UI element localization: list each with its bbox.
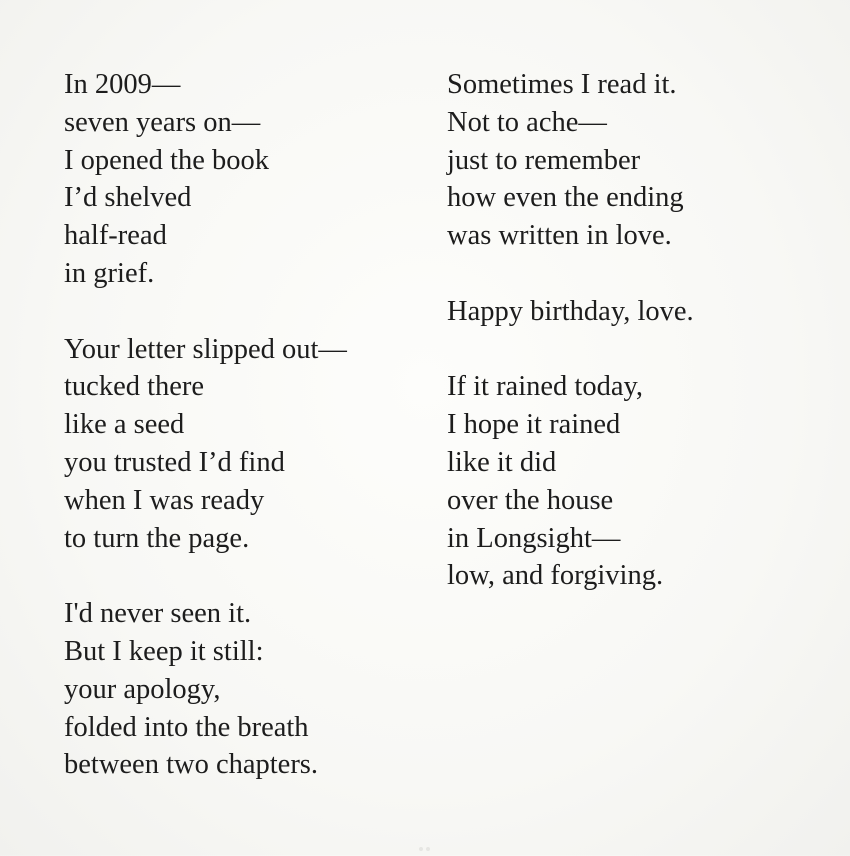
poem-line: seven years on—: [64, 106, 261, 138]
poem-line: over the house: [447, 484, 614, 516]
poem-line: tucked there: [64, 371, 205, 403]
stanza: [447, 368, 827, 595]
poem-line: like it did: [447, 446, 557, 478]
poem-right-column: [447, 66, 827, 595]
poem-line: how even the ending: [447, 182, 684, 214]
stanza: [447, 66, 827, 255]
poem-line: I'd never seen it.: [64, 598, 252, 630]
stanza: [447, 293, 827, 331]
poem-line: in Longsight—: [447, 522, 621, 554]
poem-left-column: [64, 66, 424, 784]
page-dot: [419, 847, 423, 851]
poem-line: In 2009—: [64, 69, 181, 100]
poem-line: between two chapters.: [64, 749, 319, 781]
poem-line: But I keep it still:: [64, 635, 264, 667]
poem-line: I hope it rained: [447, 409, 621, 441]
poem-line: in grief.: [64, 257, 155, 289]
poem-line: was written in love.: [447, 220, 672, 252]
poem-line: half-read: [64, 220, 167, 252]
poem-line: folded into the breath: [64, 711, 309, 743]
stanza: [64, 595, 424, 784]
poem-line: when I was ready: [64, 484, 265, 516]
poem-line: Sometimes I read it.: [447, 69, 677, 100]
poem-line: you trusted I’d find: [64, 446, 285, 478]
poem-line: just to remember: [447, 144, 641, 176]
poem-line: If it rained today,: [447, 371, 643, 403]
stanza: [64, 331, 424, 558]
poem-line: I’d shelved: [64, 182, 192, 214]
poem-line: low, and forgiving.: [447, 560, 664, 592]
poem-line: I opened the book: [64, 144, 269, 176]
poem-line: Your letter slipped out—: [64, 333, 347, 365]
poem-line: like a seed: [64, 409, 185, 441]
poem-line: Happy birthday, love.: [447, 295, 694, 327]
poem-line: to turn the page.: [64, 522, 250, 554]
page-dot: [426, 847, 430, 851]
poem-line: Not to ache—: [447, 106, 607, 138]
page-indicator-dots: [419, 838, 433, 842]
stanza: [64, 66, 424, 293]
poem-line: your apology,: [64, 673, 221, 705]
